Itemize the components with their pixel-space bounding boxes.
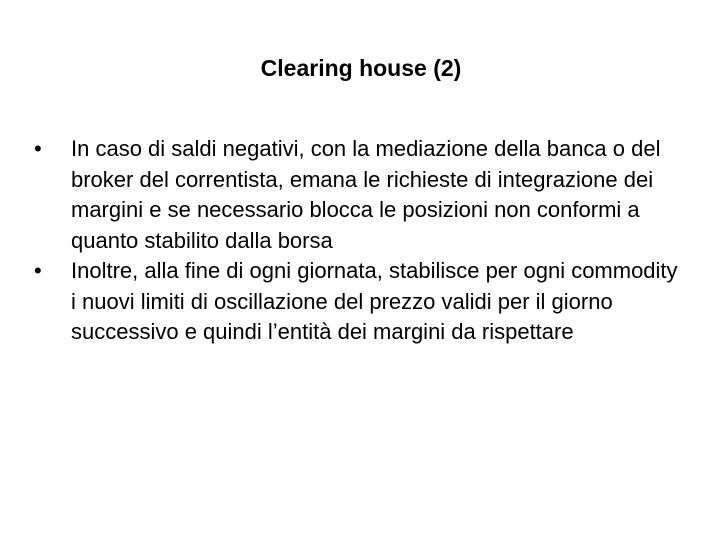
slide-title: Clearing house (2): [260, 55, 462, 81]
bullet-item: [34, 256, 682, 348]
bullet-icon: •: [34, 258, 42, 283]
bullet-text: In caso di saldi negativi, con la mediazione della banca o del broker del correntista, emana le richieste di integrazione dei margini e se necessario blocca le posizioni non conformi a quanto stabilito dalla borsa: [71, 136, 661, 253]
bullet-text: Inoltre, alla fine di ogni giornata, stabilisce per ogni commodity i nuovi limiti di oscillazione del prezzo validi per il giorno successivo e quindi l’entità dei margini da rispettare: [71, 258, 678, 344]
bullet-list: [34, 134, 682, 348]
bullet-icon: •: [34, 136, 42, 161]
bullet-item: [34, 134, 682, 256]
